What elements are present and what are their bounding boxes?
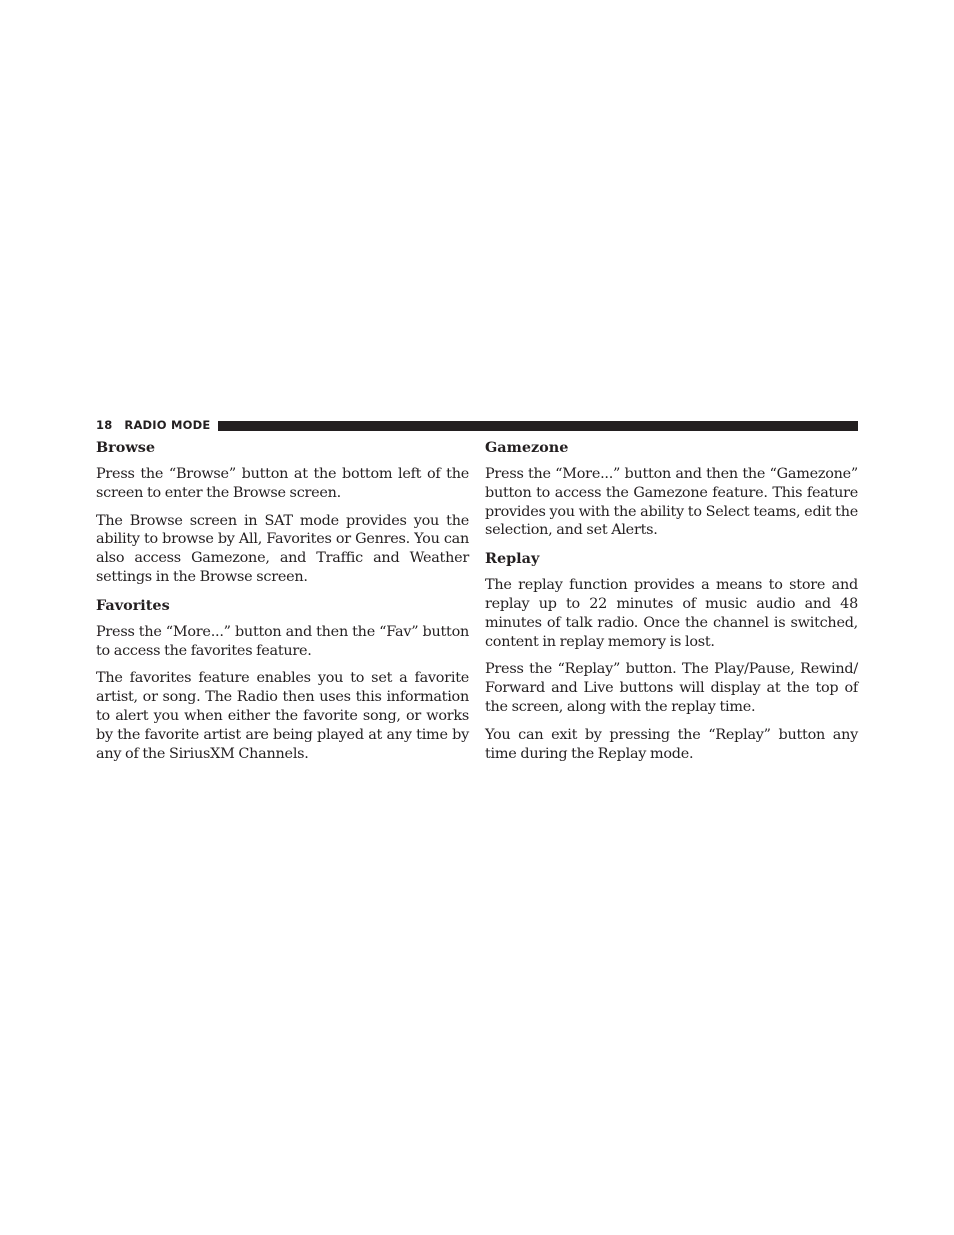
- page-header: [96, 417, 858, 433]
- replay-paragraph-2: Press the “Replay” button. The Play/Pause, Rewind/ Forward and Live buttons will display at the top of the screen, along with the replay time.: [485, 661, 858, 715]
- gamezone-heading: Gamezone: [485, 439, 569, 456]
- replay-paragraph-3: You can exit by pressing the “Replay” button any time during the Replay mode.: [485, 726, 858, 762]
- browse-heading: Browse: [96, 439, 155, 456]
- favorites-paragraph-2: The favorites feature enables you to set a favorite artist, or song. The Radio then uses this information to alert you when either the favorite song, or works by the favorite artist are being played at any time by any of the SiriusXM Channels.: [96, 670, 469, 762]
- browse-section: [96, 438, 469, 587]
- left-column: [96, 438, 469, 772]
- favorites-heading: Favorites: [96, 596, 170, 614]
- gamezone-paragraph-1: Press the “More...” button and then the “Gamezone” button to access the Gamezone feature. This feature provides you with the ability to Select teams, edit the selection, and set Alerts.: [485, 466, 858, 539]
- favorites-paragraph-1: Press the “More...” button and then the “Fav” button to access the favorites feature.: [96, 623, 469, 659]
- replay-section: [485, 549, 858, 763]
- browse-paragraph-1: Press the “Browse” button at the bottom left of the screen to enter the Browse screen.: [96, 466, 469, 501]
- favorites-section: [96, 596, 469, 764]
- gamezone-section: [485, 438, 858, 540]
- right-column: [485, 438, 858, 772]
- browse-paragraph-2: The Browse screen in SAT mode provides you the ability to browse by All, Favorites or Genres. You can also access Gamezone, and Traffic and Weather settings in the Browse screen.: [96, 512, 469, 585]
- replay-paragraph-1: The replay function provides a means to store and replay up to 22 minutes of music audio and 48 minutes of talk radio. Once the channel is switched, content in replay memory is lost.: [485, 577, 858, 650]
- page-number: 18: [96, 418, 113, 432]
- header-rule: [218, 421, 858, 431]
- section-title: RADIO MODE: [124, 418, 211, 432]
- replay-heading: Replay: [485, 550, 540, 568]
